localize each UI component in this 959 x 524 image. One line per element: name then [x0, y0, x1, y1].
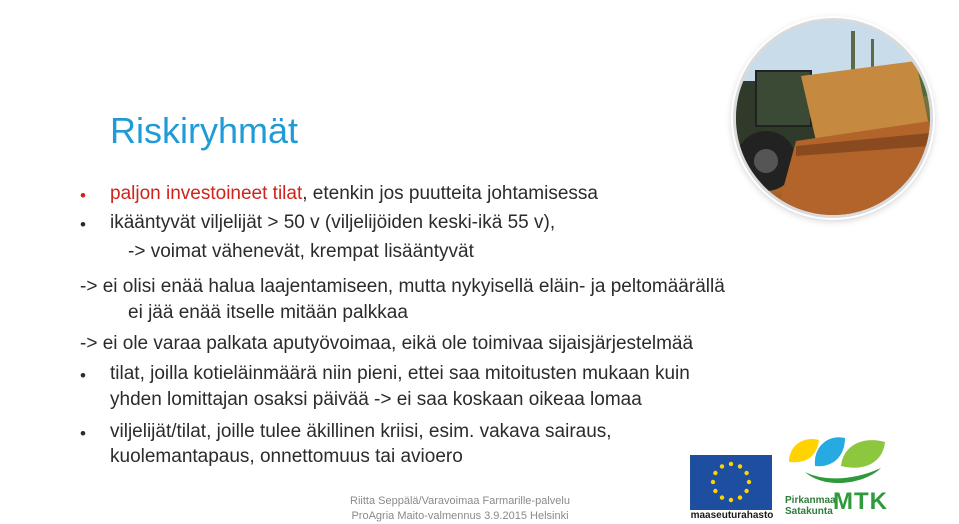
bullet-1: •: [80, 186, 86, 205]
tractor-wood-chips-photo: [733, 18, 933, 218]
line-3: -> voimat vähenevät, krempat lisääntyvät: [128, 241, 474, 262]
footer-line-2: ProAgria Maito-valmennus 3.9.2015 Helsinki: [351, 510, 569, 522]
line-10: kuolemantapaus, onnettomuus tai avioero: [110, 446, 463, 467]
mtk-logo-icon: [785, 432, 889, 492]
eu-stars: [690, 455, 772, 510]
line-1-rest: , etenkin jos puutteita johtamisessa: [302, 183, 598, 204]
eu-flag-icon: [690, 455, 772, 510]
line-2: ikääntyvät viljelijät > 50 v (viljelijöiden keski-ikä 55 v),: [110, 212, 556, 233]
line-6: -> ei ole varaa palkata aputyövoimaa, eikä ole toimivaa sijaisjärjestelmää: [80, 333, 694, 354]
line-5: ei jää enää itselle mitään palkkaa: [128, 302, 408, 323]
mtk-region-text: [785, 495, 836, 517]
line-7: tilat, joilla kotieläinmäärä niin pieni, ettei saa mitoitusten mukaan kuin: [110, 363, 690, 384]
mtk-leaves: [785, 432, 889, 492]
mtk-region-1: Pirkanmaa: [785, 495, 836, 506]
line-9: viljelijät/tilat, joille tulee äkillinen kriisi, esim. vakava sairaus,: [110, 421, 612, 442]
footer-line-1: Riitta Seppälä/Varavoimaa Farmarille-palvelu: [350, 495, 570, 507]
photo-illustration: [736, 21, 930, 215]
mtk-name: MTK: [833, 488, 888, 515]
line-8: yhden lomittajan osaksi päivää -> ei saa koskaan oikeaa lomaa: [110, 389, 642, 410]
eu-caption: maaseuturahasto: [690, 510, 774, 521]
slide-title: Riskiryhmät: [110, 110, 299, 151]
line-1-red: paljon investoineet tilat: [110, 183, 303, 204]
bullet-2: •: [80, 215, 86, 234]
bullet-4: •: [80, 424, 86, 443]
mtk-region-2: Satakunta: [785, 506, 833, 517]
bullet-3: •: [80, 366, 86, 385]
line-4: -> ei olisi enää halua laajentamiseen, mutta nykyisellä eläin- ja peltomäärällä: [80, 276, 725, 297]
line-1: [110, 183, 598, 205]
